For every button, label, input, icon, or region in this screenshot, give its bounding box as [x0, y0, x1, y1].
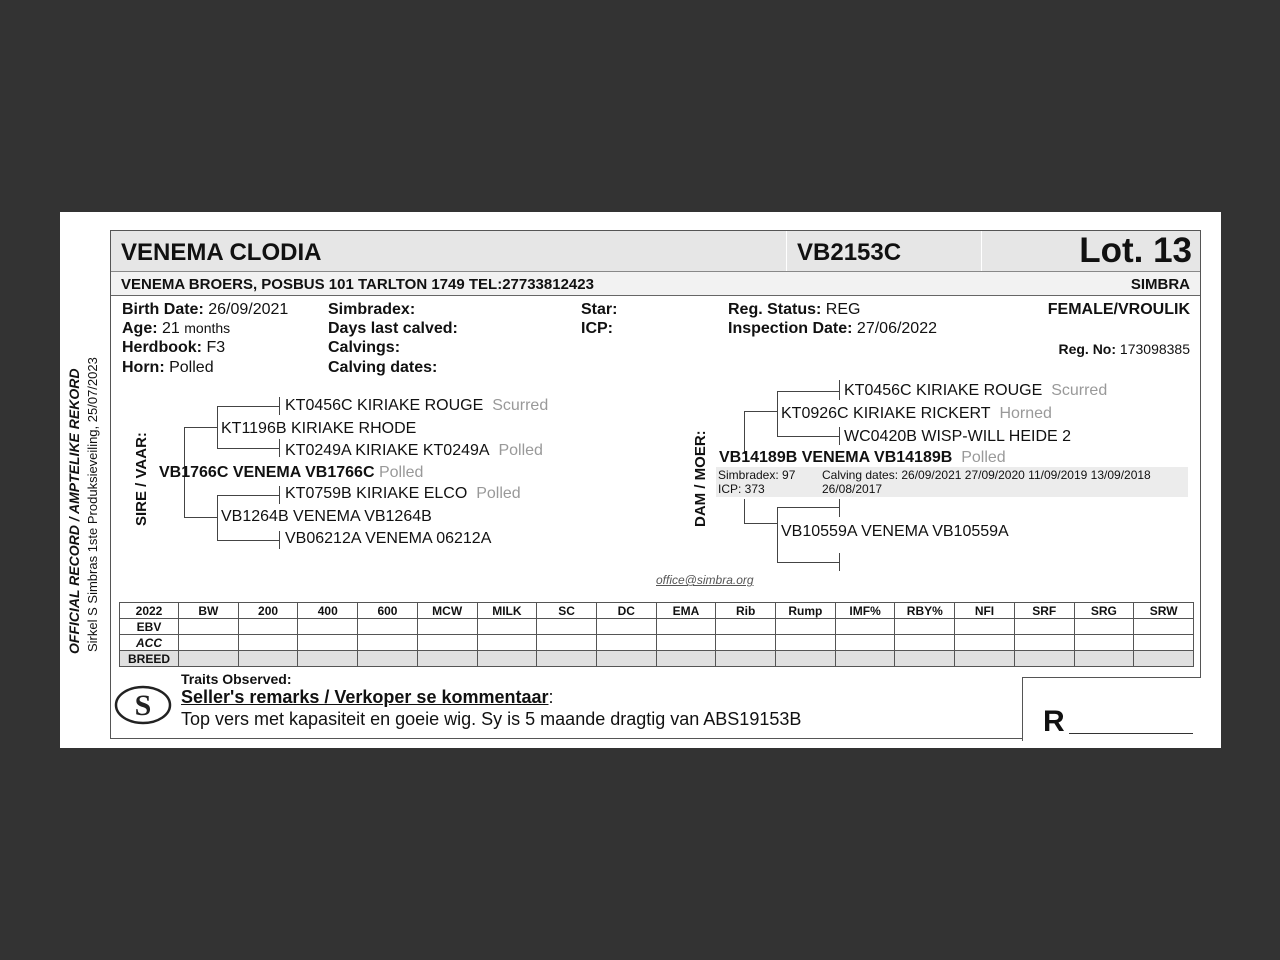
ebv-cell [417, 635, 477, 651]
ebv-cell [477, 635, 537, 651]
dam-calving-dates-cont: 26/08/2017 [822, 482, 883, 496]
record-frame [110, 230, 1201, 739]
ebv-col-header: 200 [238, 603, 298, 619]
dam-icp: ICP: 373 [718, 482, 765, 496]
ebv-cell [1074, 619, 1134, 635]
ebv-cell [1134, 619, 1194, 635]
ebv-cell [596, 651, 656, 667]
breed-name: SIMBRA [1130, 276, 1190, 293]
ebv-col-header: IMF% [835, 603, 895, 619]
ebv-cell [537, 635, 597, 651]
ebv-col-header: BW [179, 603, 239, 619]
ebv-cell [835, 619, 895, 635]
star-field: Star: [581, 301, 618, 318]
sire-dam: VB1264B VENEMA VB1264B [221, 508, 432, 525]
birth-date-field: Birth Date: 26/09/2021 [122, 301, 289, 318]
ebv-cell [716, 619, 776, 635]
sale-name-label: Sirkel S Simbras 1ste Produksieveiling, 25/07/2023 [85, 357, 100, 652]
ebv-cell [716, 651, 776, 667]
dam-name: VB14189B VENEMA VB14189B Polled [719, 449, 1006, 466]
ebv-cell [298, 635, 358, 651]
ebv-cell [417, 651, 477, 667]
ebv-row-label: EBV [120, 619, 179, 635]
ebv-row-label: BREED [120, 651, 179, 667]
ebv-header-row [120, 603, 1194, 619]
ebv-cell [955, 619, 1015, 635]
signature-line [1069, 733, 1193, 734]
ebv-cell [477, 619, 537, 635]
owner-bar [111, 272, 1200, 296]
catalogue-card [60, 212, 1221, 748]
ebv-cell [238, 619, 298, 635]
ebv-col-header: DC [596, 603, 656, 619]
ebv-row-label: ACC [120, 635, 179, 651]
ebv-cell [238, 635, 298, 651]
ebv-cell [656, 651, 716, 667]
owner-details: VENEMA BROERS, POSBUS 101 TARLTON 1749 TEL:27733812423 [121, 276, 594, 293]
ebv-col-header: 600 [358, 603, 418, 619]
simbra-logo [113, 679, 173, 734]
ebv-cell [1074, 635, 1134, 651]
header-bar [111, 231, 1200, 272]
ebv-cell [656, 619, 716, 635]
sire-dam-dam: VB06212A VENEMA 06212A [285, 530, 492, 547]
ebv-cell [298, 651, 358, 667]
ebv-cell [358, 619, 418, 635]
ebv-cell [835, 635, 895, 651]
ebv-cell [895, 619, 955, 635]
calvings-field: Calvings: [328, 339, 401, 356]
seller-remarks-text: Top vers met kapasiteit en goeie wig. Sy is 5 maande dragtig van ABS19153B [181, 709, 802, 729]
inspection-date-field: Inspection Date: 27/06/2022 [728, 320, 937, 337]
ebv-col-header: Rib [716, 603, 776, 619]
ebv-col-header: 400 [298, 603, 358, 619]
dam-simbradex: Simbradex: 97 [718, 468, 796, 482]
dam-sire: KT0926C KIRIAKE RICKERT Horned [781, 405, 1052, 422]
sire-sire-sire: KT0456C KIRIAKE ROUGE Scurred [285, 397, 549, 414]
ebv-col-header: SRF [1014, 603, 1074, 619]
ebv-row-acc [120, 635, 1194, 651]
ebv-cell [358, 651, 418, 667]
ebv-table [119, 602, 1194, 667]
animal-id: VB2153C [797, 239, 902, 266]
dam-label: DAM / MOER: [692, 430, 709, 527]
traits-observed-label: Traits Observed: [181, 671, 292, 687]
svg-text:S: S [134, 689, 152, 722]
ebv-cell [776, 651, 836, 667]
ebv-cell [238, 651, 298, 667]
ebv-cell [1014, 635, 1074, 651]
ebv-cell [298, 619, 358, 635]
ebv-cell [417, 619, 477, 635]
sex-field: FEMALE/VROULIK [1047, 301, 1190, 318]
ebv-cell [358, 635, 418, 651]
ebv-cell [537, 619, 597, 635]
icp-field: ICP: [581, 320, 613, 337]
ebv-col-header: RBY% [895, 603, 955, 619]
age-field: Age: 21 months [122, 320, 231, 337]
ebv-cell [179, 651, 239, 667]
ebv-cell [955, 651, 1015, 667]
ebv-cell [477, 651, 537, 667]
ebv-row-ebv [120, 619, 1194, 635]
lot-number: Lot. 13 [1079, 231, 1192, 270]
reg-status-field: Reg. Status: REG [728, 301, 861, 318]
ebv-cell [537, 651, 597, 667]
dam-info-box [716, 467, 1188, 497]
ebv-cell [596, 635, 656, 651]
ebv-cell [179, 619, 239, 635]
ebv-col-header: MILK [477, 603, 537, 619]
price-r-label: R [1043, 705, 1065, 738]
ebv-cell [955, 635, 1015, 651]
ebv-cell [596, 619, 656, 635]
ebv-cell [1014, 651, 1074, 667]
ebv-col-header: MCW [417, 603, 477, 619]
ebv-col-header: 2022 [120, 603, 179, 619]
ebv-cell [1074, 651, 1134, 667]
ebv-cell [776, 635, 836, 651]
ebv-col-header: NFI [955, 603, 1015, 619]
ebv-cell [716, 635, 776, 651]
calving-dates-field: Calving dates: [328, 359, 438, 376]
ebv-cell [776, 619, 836, 635]
sire-sire: KT1196B KIRIAKE RHODE [221, 420, 417, 437]
sire-dam-sire: KT0759B KIRIAKE ELCO Polled [285, 485, 521, 502]
animal-name: VENEMA CLODIA [121, 239, 322, 266]
official-record-label: OFFICIAL RECORD / AMPTELIKE REKORD [66, 368, 82, 654]
reg-number-field: Reg. No: 173098385 [1058, 341, 1190, 357]
ebv-col-header: SRW [1134, 603, 1194, 619]
sire-label: SIRE / VAAR: [133, 432, 150, 526]
ebv-cell [656, 635, 716, 651]
herdbook-field: Herdbook: F3 [122, 339, 226, 356]
ebv-cell [1014, 619, 1074, 635]
dam-sire-dam: WC0420B WISP-WILL HEIDE 2 [844, 428, 1072, 445]
ebv-col-header: Rump [776, 603, 836, 619]
ebv-cell [895, 635, 955, 651]
days-last-calved-field: Days last calved: [328, 320, 458, 337]
ebv-col-header: SC [537, 603, 597, 619]
dam-dam: VB10559A VENEMA VB10559A [781, 523, 1009, 540]
seller-remarks-label: Seller's remarks / Verkoper se kommentaar: [181, 687, 554, 707]
sire-name: VB1766C VENEMA VB1766C Polled [159, 464, 424, 481]
horn-field: Horn: Polled [122, 359, 214, 376]
ebv-cell [179, 635, 239, 651]
ebv-cell [895, 651, 955, 667]
ebv-cell [1134, 651, 1194, 667]
dam-sire-sire: KT0456C KIRIAKE ROUGE Scurred [844, 382, 1108, 399]
ebv-cell [1134, 635, 1194, 651]
email-link[interactable]: office@simbra.org [656, 573, 754, 587]
simbradex-field: Simbradex: [328, 301, 416, 318]
dam-calving-dates: Calving dates: 26/09/2021 27/09/2020 11/09/2019 13/09/2018 [822, 468, 1151, 482]
signature-box [1022, 677, 1201, 741]
sire-sire-dam: KT0249A KIRIAKE KT0249A Polled [285, 442, 543, 459]
ebv-row-breed [120, 651, 1194, 667]
ebv-col-header: SRG [1074, 603, 1134, 619]
ebv-cell [835, 651, 895, 667]
ebv-col-header: EMA [656, 603, 716, 619]
